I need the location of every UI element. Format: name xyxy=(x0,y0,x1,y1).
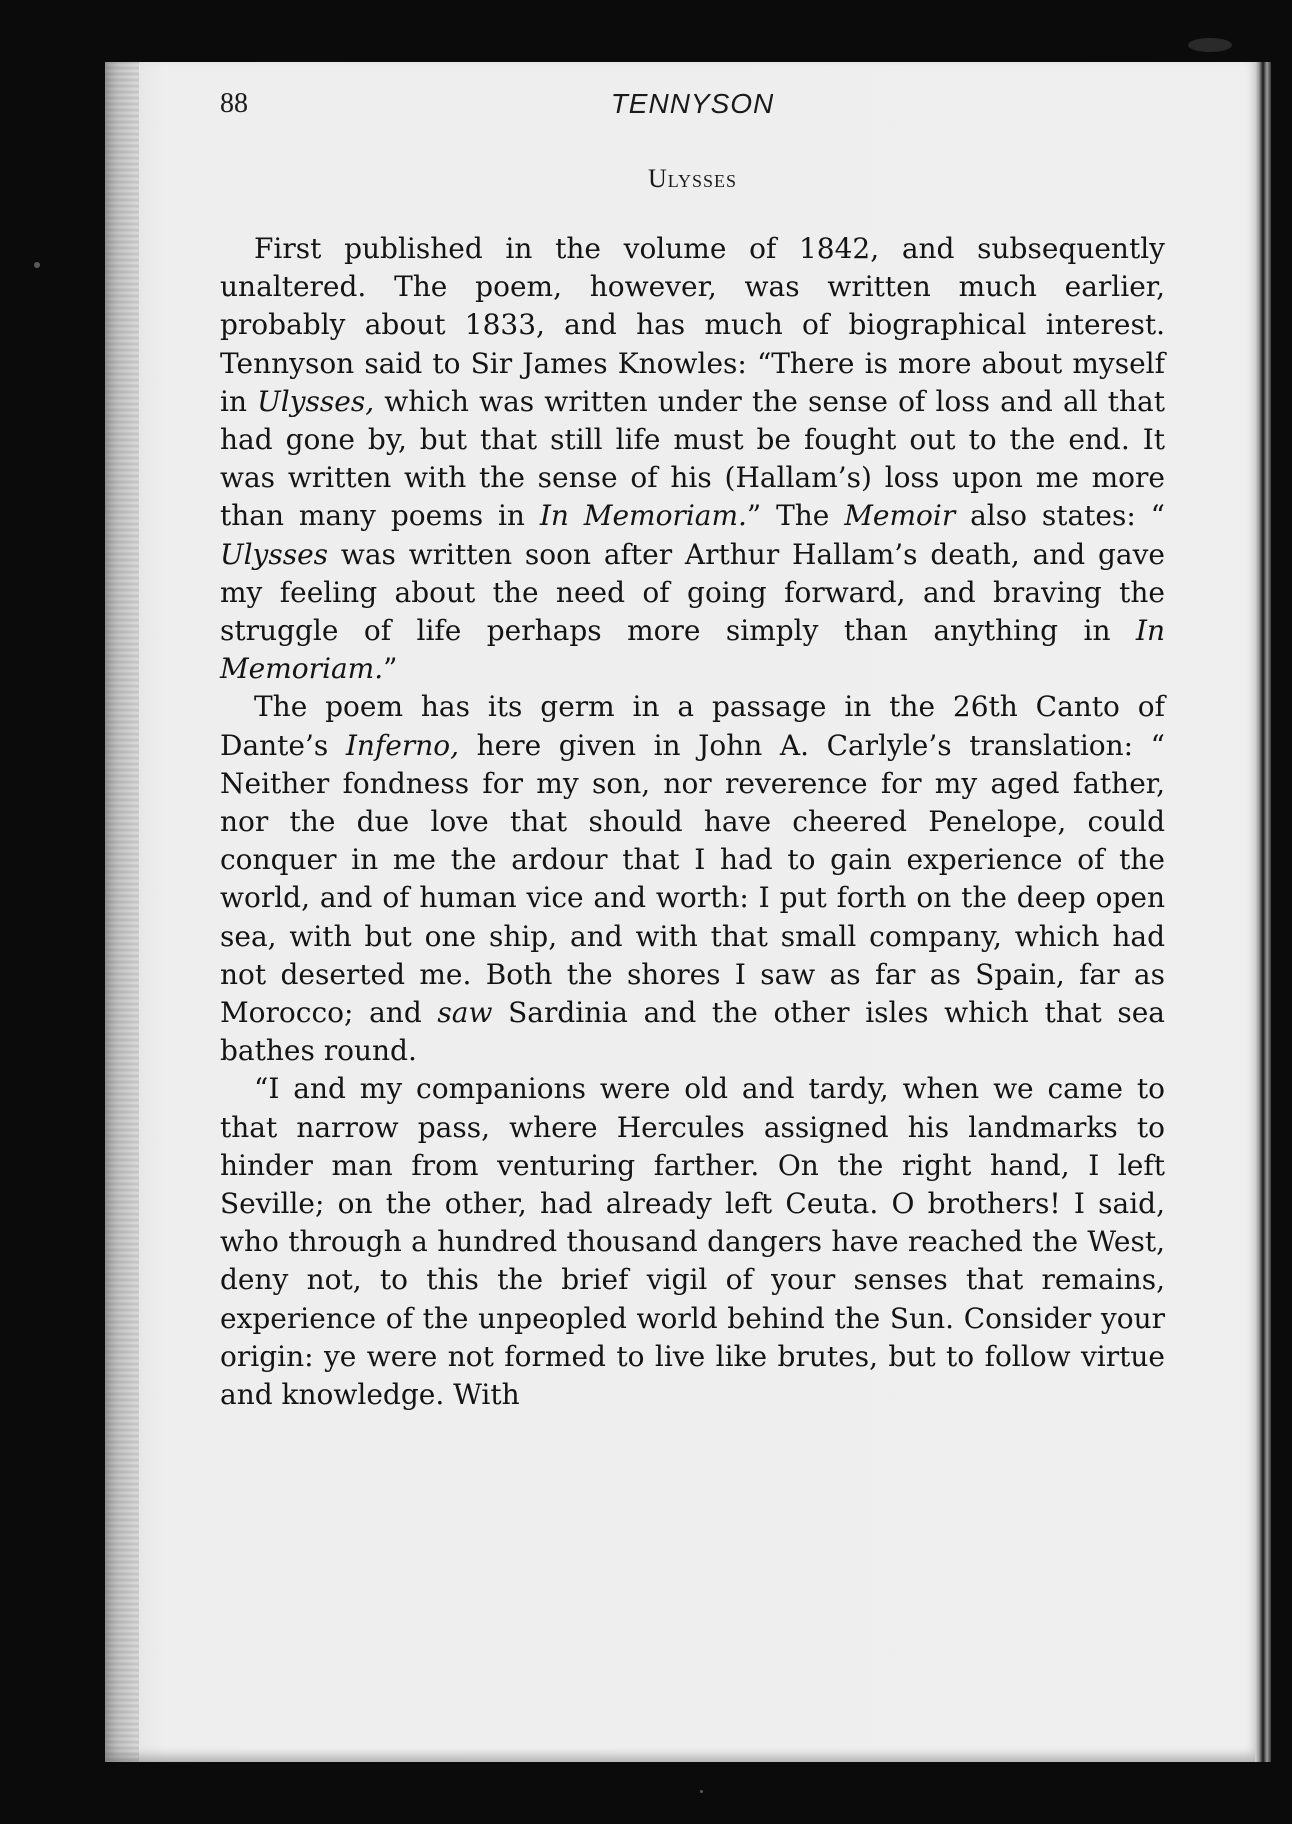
text-run: was written soon after Arthur Hallam’s death, and gave my feeling about the need of going forward, and braving the struggle of life perhaps more simply than anything in xyxy=(220,537,1165,648)
italic-run: In Memoriam. xyxy=(539,499,747,533)
page-gutter xyxy=(105,62,139,1762)
paragraph xyxy=(220,1070,1165,1414)
running-head: TENNYSON xyxy=(610,88,775,119)
dust-speck xyxy=(1188,38,1232,52)
text-run: also states: “ xyxy=(955,499,1165,533)
paragraph xyxy=(220,688,1165,1070)
text-run: here given in John A. Carlyle’s translation: “ Neither fondness for my son, nor reverence for my aged father, nor the due love that should have cheered Penelope, could conquer in me the ardour that I had to gain experience of the world, and of human vice and worth: I put forth on the deep open sea, with but one ship, and with that small company, which had not deserted me. Both the shores I saw as far as Spain, far as Morocco; and xyxy=(220,728,1165,1030)
italic-run: Ulysses, xyxy=(257,384,375,418)
text-run: The poem has its germ in a passage in the 26th Canto of Dante’s xyxy=(220,690,1165,762)
page-header xyxy=(220,88,1165,124)
page-edge xyxy=(1255,62,1271,1762)
dust-speck xyxy=(34,262,40,268)
text-run: which was written under the sense of loss and all that had gone by, but that still life must be fought out to the end. It was written with the sense of his (Hallam’s) loss upon me more than many poems in xyxy=(220,384,1165,533)
text-run: Sardinia and the other isles which that sea bathes round. xyxy=(220,996,1165,1068)
text-run: ” xyxy=(383,652,398,686)
italic-run: Memoir xyxy=(844,499,956,533)
text-run: “I and my companions were old and tardy, when we came to that narrow pass, where Hercules assigned his landmarks to hinder man from venturing farther. On the right hand, I left Seville; on the other, had already left Ceuta. O brothers! I said, who through a hundred thousand dangers have reached the West, deny not, to this the brief vigil of your senses that remains, experience of the unpeopled world behind the Sun. Consider your origin: ye were not formed to live like brutes, but to follow virtue and knowledge. With xyxy=(220,1072,1165,1412)
italic-run: Inferno, xyxy=(345,728,460,762)
text-run: First published in the volume of 1842, and subsequently unaltered. The poem, however, was written much earlier, probably about 1833, and has much of biographical interest. Tennyson said to Sir James Knowles: “There is more about myself in xyxy=(220,232,1165,418)
page-number: 88 xyxy=(220,88,248,119)
body-text xyxy=(220,230,1165,1414)
italic-run: Ulysses xyxy=(220,537,329,571)
italic-run: saw xyxy=(437,996,493,1030)
text-run: ” The xyxy=(746,499,845,533)
paragraph xyxy=(220,230,1165,688)
dust-speck xyxy=(700,1790,703,1793)
section-title: Ulysses xyxy=(648,164,737,193)
italic-run: In Memoriam. xyxy=(220,614,1165,686)
